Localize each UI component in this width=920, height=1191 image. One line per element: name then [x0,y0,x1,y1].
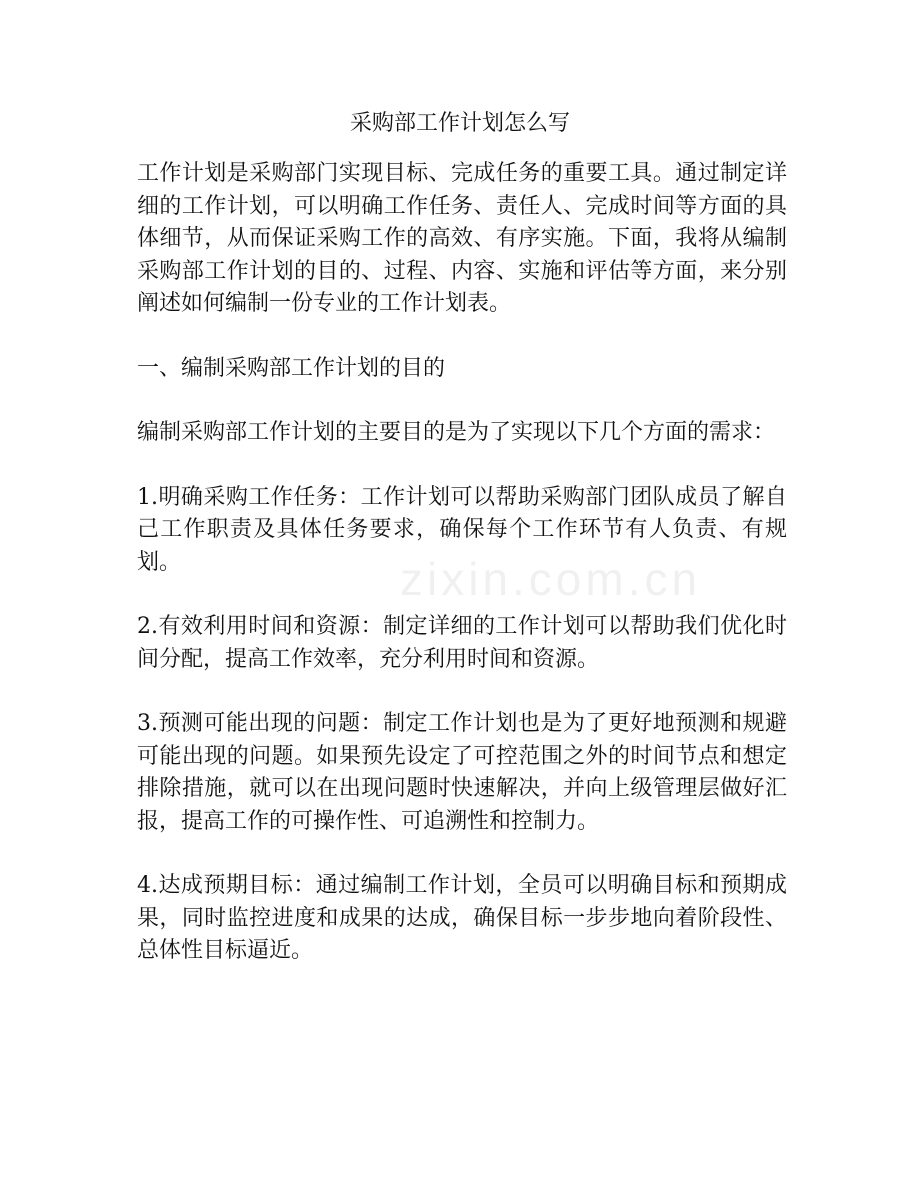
intro-paragraph: 工作计划是采购部门实现目标、完成任务的重要工具。通过制定详细的工作计划，可以明确工作任务、责任人、完成时间等方面的具体细节，从而保证采购工作的高效、有序实施。下面，我将从编制采购部工作计划的目的、过程、内容、实施和评估等方面，来分别阐述如何编制一份专业的工作计划表。 [137,161,787,316]
list-item: 3.预测可能出现的问题：制定工作计划也是为了更好地预测和规避可能出现的问题。如果预先设定了可控范围之外的时间节点和想定排除措施，就可以在出现问题时快速解决，并向上级管理层做好汇报，提高工作的可操作性、可追溯性和控制力。 [137,711,787,834]
section-lead-paragraph: 编制采购部工作计划的主要目的是为了实现以下几个方面的需求： [137,420,776,445]
section-heading: 一、编制采购部工作计划的目的 [137,355,446,381]
watermark: zixin.com.cn [400,553,702,605]
list-item: 4.达成预期目标：通过编制工作计划，全员可以明确目标和预期成果，同时监控进度和成果的达成，确保目标一步步地向着阶段性、总体性目标逼近。 [137,873,787,963]
document-body [137,158,787,1000]
document-title: 采购部工作计划怎么写 [349,111,570,136]
list-item: 1.明确采购工作任务：工作计划可以帮助采购部门团队成员了解自己工作职责及具体任务要求，确保每个工作环节有人负责、有规划。 [137,484,787,575]
list-item: 2.有效利用时间和资源：制定详细的工作计划可以帮助我们优化时间分配，提高工作效率，充分利用时间和资源。 [137,614,787,672]
